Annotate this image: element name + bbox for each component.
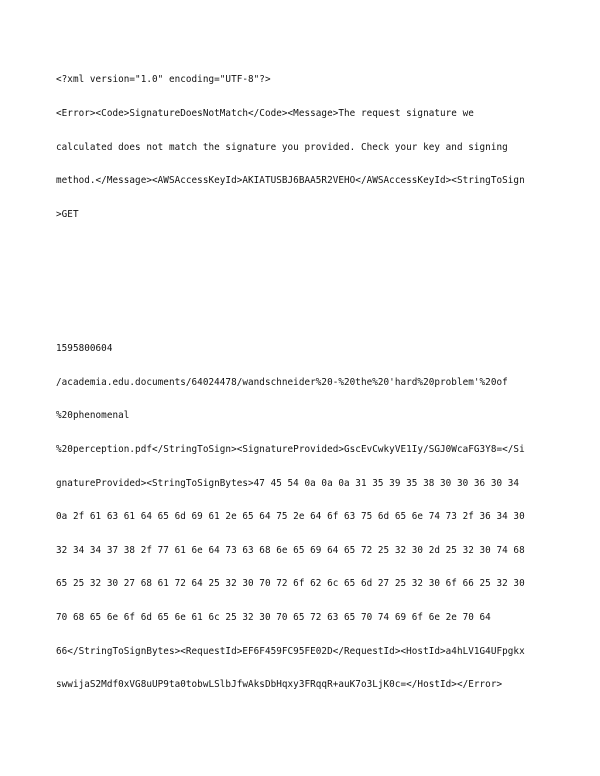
text-line: >GET xyxy=(56,208,79,220)
text-line: %20phenomenal xyxy=(56,410,130,422)
text-line: 65 25 32 30 27 68 61 72 64 25 32 30 70 72 6f 62 6c 65 6d 27 25 32 30 6f 66 25 32 30 xyxy=(56,578,525,590)
text-line: 32 34 34 37 38 2f 77 61 6e 64 73 63 68 6e 65 69 64 65 72 25 32 30 2d 25 32 30 74 68 xyxy=(56,544,525,556)
text-line: 66</StringToSignBytes><RequestId>EF6F459FC95FE02D</RequestId><HostId>a4hLV1G4UFpgkx xyxy=(56,645,525,657)
blank-line xyxy=(56,242,556,253)
text-line: calculated does not match the signature you provided. Check your key and signing xyxy=(56,141,508,153)
text-line: 70 68 65 6e 6f 6d 65 6e 61 6c 25 32 30 70 65 72 63 65 70 74 69 6f 6e 2e 70 64 xyxy=(56,611,491,623)
text-line: <?xml version="1.0" encoding="UTF-8"?> xyxy=(56,74,271,86)
text-line: %20perception.pdf</StringToSign><SignatureProvided>GscEvCwkyVE1Iy/SGJ0WcaFG3Y8=</Si xyxy=(56,443,525,455)
text-line: method.</Message><AWSAccessKeyId>AKIATUSBJ6BAA5R2VEHO</AWSAccessKeyId><StringToSign xyxy=(56,175,525,187)
text-line: 1595800604 xyxy=(56,343,113,355)
text-line: gnatureProvided><StringToSignBytes>47 45 54 0a 0a 0a 31 35 39 35 38 30 30 36 30 34 xyxy=(56,477,520,489)
xml-error-document xyxy=(56,52,556,701)
blank-line xyxy=(56,276,556,287)
text-line: 0a 2f 61 63 61 64 65 6d 69 61 2e 65 64 75 2e 64 6f 63 75 6d 65 6e 74 73 2f 36 34 30 xyxy=(56,511,525,523)
blank-line xyxy=(56,310,556,321)
text-line: swwijaS2Mdf0xVG8uUP9ta0tobwLSlbJfwAksDbHqxy3FRqqR+auK7o3LjK0c=</HostId></Error> xyxy=(56,679,503,691)
text-line: <Error><Code>SignatureDoesNotMatch</Code><Message>The request signature we xyxy=(56,108,474,119)
text-line: /academia.edu.documents/64024478/wandschneider%20-%20the%20'hard%20problem'%20of xyxy=(56,376,508,388)
